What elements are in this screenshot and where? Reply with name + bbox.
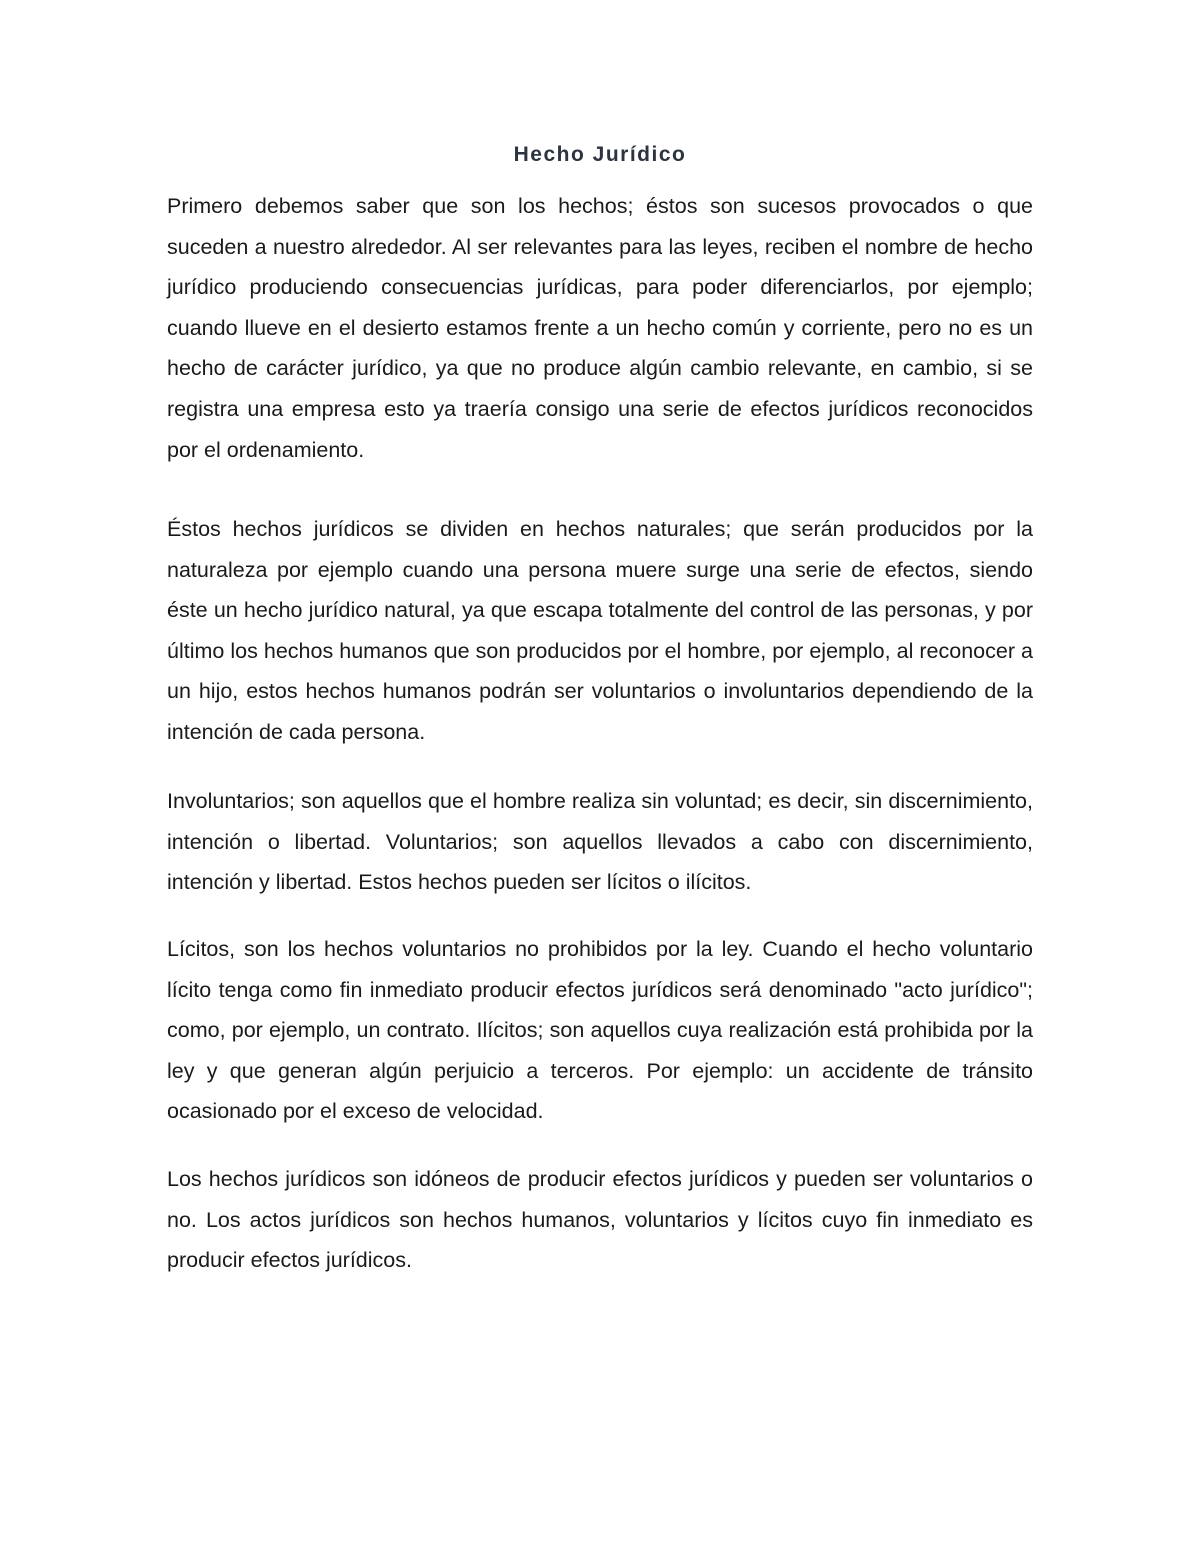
paragraph-intro: Primero debemos saber que son los hechos; éstos son sucesos provocados o que suceden a nuestro alrededor. Al ser relevantes para las leyes, reciben el nombre de hecho jurídico produciendo consecuencias jurídicas, para poder diferenciarlos, por ejemplo; cuando llueve en el desierto estamos frente a un hecho común y corriente, pero no es un hecho de carácter jurídico, ya que no produce algún cambio relevante, en cambio, si se registra una empresa esto ya traería consigo una serie de efectos jurídicos reconocidos por el ordenamiento. <box>167 194 1033 462</box>
paragraph-voluntary: Involuntarios; son aquellos que el hombre realiza sin voluntad; es decir, sin discernimiento, intención o libertad. Voluntarios; son aquellos llevados a cabo con discernimiento, intención y libertad. Estos hechos pueden ser lícitos o ilícitos. <box>167 789 1033 895</box>
paragraph-licit: Lícitos, son los hechos voluntarios no prohibidos por la ley. Cuando el hecho voluntario lícito tenga como fin inmediato producir efectos jurídicos será denominado "acto jurídico"; como, por ejemplo, un contrato. Ilícitos; son aquellos cuya realización está prohibida por la ley y que generan algún perjuicio a terceros. Por ejemplo: un accidente de tránsito ocasionado por el exceso de velocidad. <box>167 937 1033 1124</box>
document-title: Hecho Jurídico <box>513 143 687 166</box>
paragraph-conclusion: Los hechos jurídicos son idóneos de producir efectos jurídicos y pueden ser voluntarios o no. Los actos jurídicos son hechos humanos, voluntarios y lícitos cuyo fin inmediato es producir efectos jurídicos. <box>167 1167 1033 1273</box>
paragraph-classification: Éstos hechos jurídicos se dividen en hechos naturales; que serán producidos por la naturaleza por ejemplo cuando una persona muere surge una serie de efectos, siendo éste un hecho jurídico natural, ya que escapa totalmente del control de las personas, y por último los hechos humanos que son producidos por el hombre, por ejemplo, al reconocer a un hijo, estos hechos humanos podrán ser voluntarios o involuntarios dependiendo de la intención de cada persona. <box>167 517 1033 744</box>
